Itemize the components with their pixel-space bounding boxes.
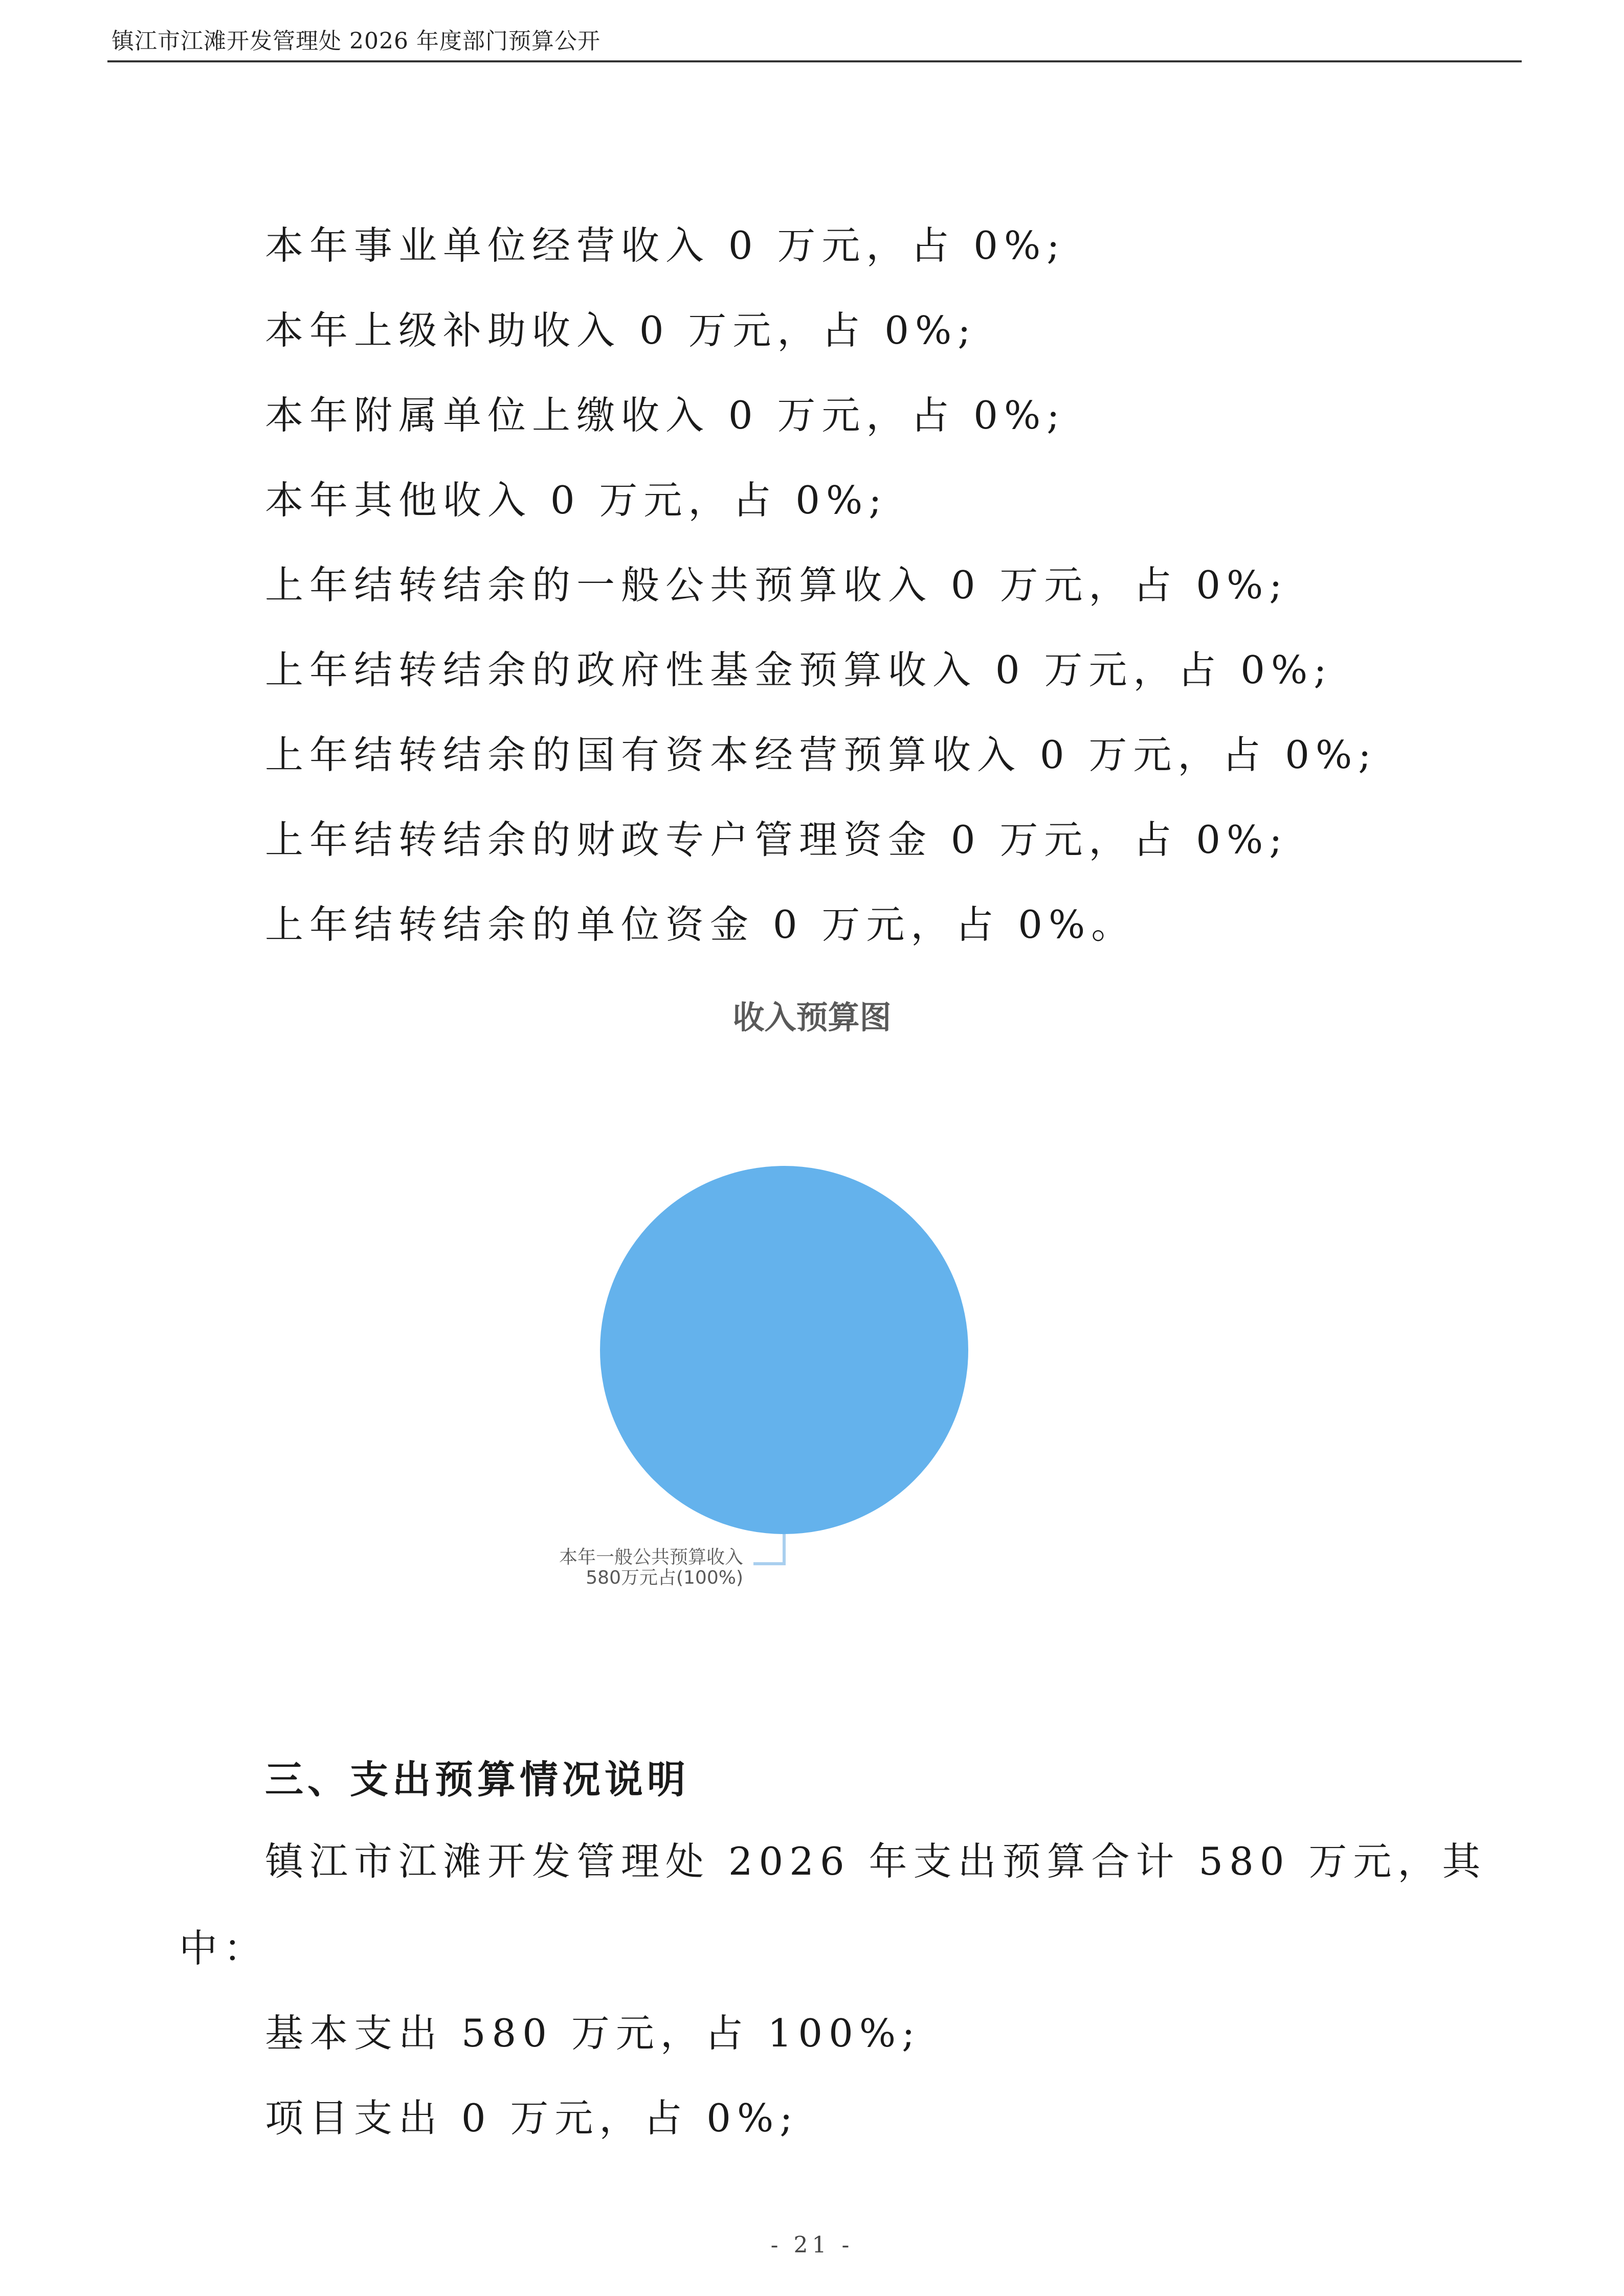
expense-line-basic: 基本支出 580 万元，占 100%;	[265, 2011, 921, 2056]
income-line-7: 上年结转结余的国有资本经营预算收入 0 万元，占 0%;	[265, 732, 1377, 777]
header-divider	[107, 60, 1522, 62]
pie-slice-label-value: 580万元占(100%)	[586, 1567, 743, 1588]
income-line-3: 本年附属单位上缴收入 0 万元，占 0%;	[265, 393, 1066, 438]
income-line-6: 上年结转结余的政府性基金预算收入 0 万元，占 0%;	[265, 647, 1333, 692]
income-line-5: 上年结转结余的一般公共预算收入 0 万元，占 0%;	[265, 562, 1288, 607]
section-3-heading: 三、支出预算情况说明	[265, 1757, 690, 1802]
income-pie-chart	[511, 1125, 1113, 1636]
pie-slice-label-name: 本年一般公共预算收入	[559, 1547, 743, 1568]
income-line-2: 本年上级补助收入 0 万元，占 0%;	[265, 308, 977, 353]
section-3-paragraph-line-2: 中：	[179, 1926, 269, 1971]
income-line-9: 上年结转结余的单位资金 0 万元，占 0%。	[265, 902, 1136, 947]
pie-leader-line	[753, 1534, 784, 1564]
chart-title: 收入预算图	[732, 999, 892, 1036]
income-line-1: 本年事业单位经营收入 0 万元，占 0%;	[265, 223, 1066, 268]
page-header-title: 镇江市江滩开发管理处 2026 年度部门预算公开	[112, 28, 600, 54]
income-line-8: 上年结转结余的财政专户管理资金 0 万元，占 0%;	[265, 817, 1288, 862]
pie-slice-general-public-budget	[600, 1166, 968, 1534]
page-number: - 21 -	[770, 2232, 854, 2258]
section-3-paragraph-line-1: 镇江市江滩开发管理处 2026 年支出预算合计 580 万元，其	[265, 1839, 1487, 1884]
income-line-4: 本年其他收入 0 万元，占 0%;	[265, 478, 888, 523]
expense-line-project: 项目支出 0 万元，占 0%;	[265, 2096, 799, 2141]
